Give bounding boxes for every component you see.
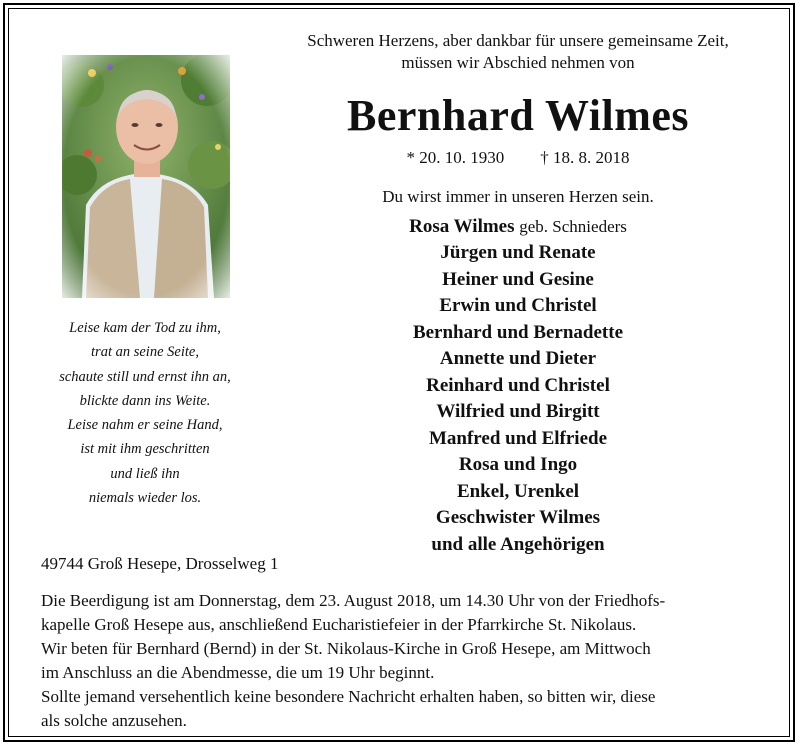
life-dates (240, 147, 796, 169)
spouse-name: Rosa Wilmes (409, 216, 515, 237)
mourner-line: Rosa und Ingo (458, 454, 578, 475)
poem-line: Leise nahm er seine Hand, (67, 417, 223, 434)
mourner-line: und alle Angehörigen (431, 533, 605, 555)
mourner-spouse (240, 214, 796, 240)
mourner-line: Annette und Dieter (439, 348, 597, 369)
notice-line: im Anschluss an die Abendmesse, die um 19 Uhr beginnt. (41, 663, 435, 682)
poem-line: und ließ ihn (110, 465, 180, 482)
mourner-line: Reinhard und Christel (426, 374, 610, 396)
mourner-line: Erwin und Christel (439, 295, 597, 316)
death-date: † 18. 8. 2018 (540, 148, 630, 167)
family-address: 49744 Groß Hesepe, Drosselweg 1 (41, 554, 279, 573)
poem (30, 316, 260, 510)
mourner-line: Enkel, Urenkel (456, 480, 580, 502)
mourner-line: Wilfried und Birgitt (436, 401, 600, 422)
poem-line: niemals wieder los. (88, 490, 202, 507)
poem-line: schaute still und ernst ihn an, (59, 368, 231, 385)
notice-line: Wir beten für Bernhard (Bernd) in der St. Nikolaus-Kirche in Groß Hesepe, am Mittwoch (41, 639, 651, 658)
mourner-line: Heiner und Gesine (442, 268, 594, 290)
mourner-line: Jürgen und Renate (440, 242, 596, 263)
notice-line: als solche anzusehen. (41, 711, 187, 730)
portrait-photo (62, 55, 230, 298)
poem-line: blickte dann ins Weite. (79, 392, 211, 409)
spouse-maiden-name: geb. Schnieders (519, 217, 627, 236)
mourner-line: Bernhard und Bernadette (412, 321, 624, 343)
birth-date: * 20. 10. 1930 (406, 148, 505, 167)
funeral-notice (41, 589, 771, 733)
poem-line: ist mit ihm geschritten (80, 441, 210, 458)
notice-line: Die Beerdigung ist am Donnerstag, dem 23. August 2018, um 14.30 Uhr von der Friedhofs- (41, 591, 666, 610)
notice-line: Sollte jemand versehentlich keine besondere Nachricht erhalten haben, so bitten wir, diese (41, 687, 656, 706)
mourners-list (240, 214, 796, 558)
mourner-line: Manfred und Elfriede (428, 427, 608, 449)
poem-line: Leise kam der Tod zu ihm, (69, 320, 221, 336)
deceased-name: Bernhard Wilmes (346, 91, 689, 140)
notice-line: kapelle Groß Hesepe aus, anschließend Eucharistiefeier in der Pfarrkirche St. Nikolaus. (41, 615, 637, 634)
poem-line: trat an seine Seite, (91, 344, 199, 361)
intro-line-1: Schweren Herzens, aber dankbar für unsere gemeinsame Zeit, (307, 31, 729, 50)
intro-line-2: müssen wir Abschied nehmen von (401, 53, 635, 72)
motto: Du wirst immer in unseren Herzen sein. (382, 187, 654, 206)
mourner-line: Geschwister Wilmes (435, 507, 601, 528)
